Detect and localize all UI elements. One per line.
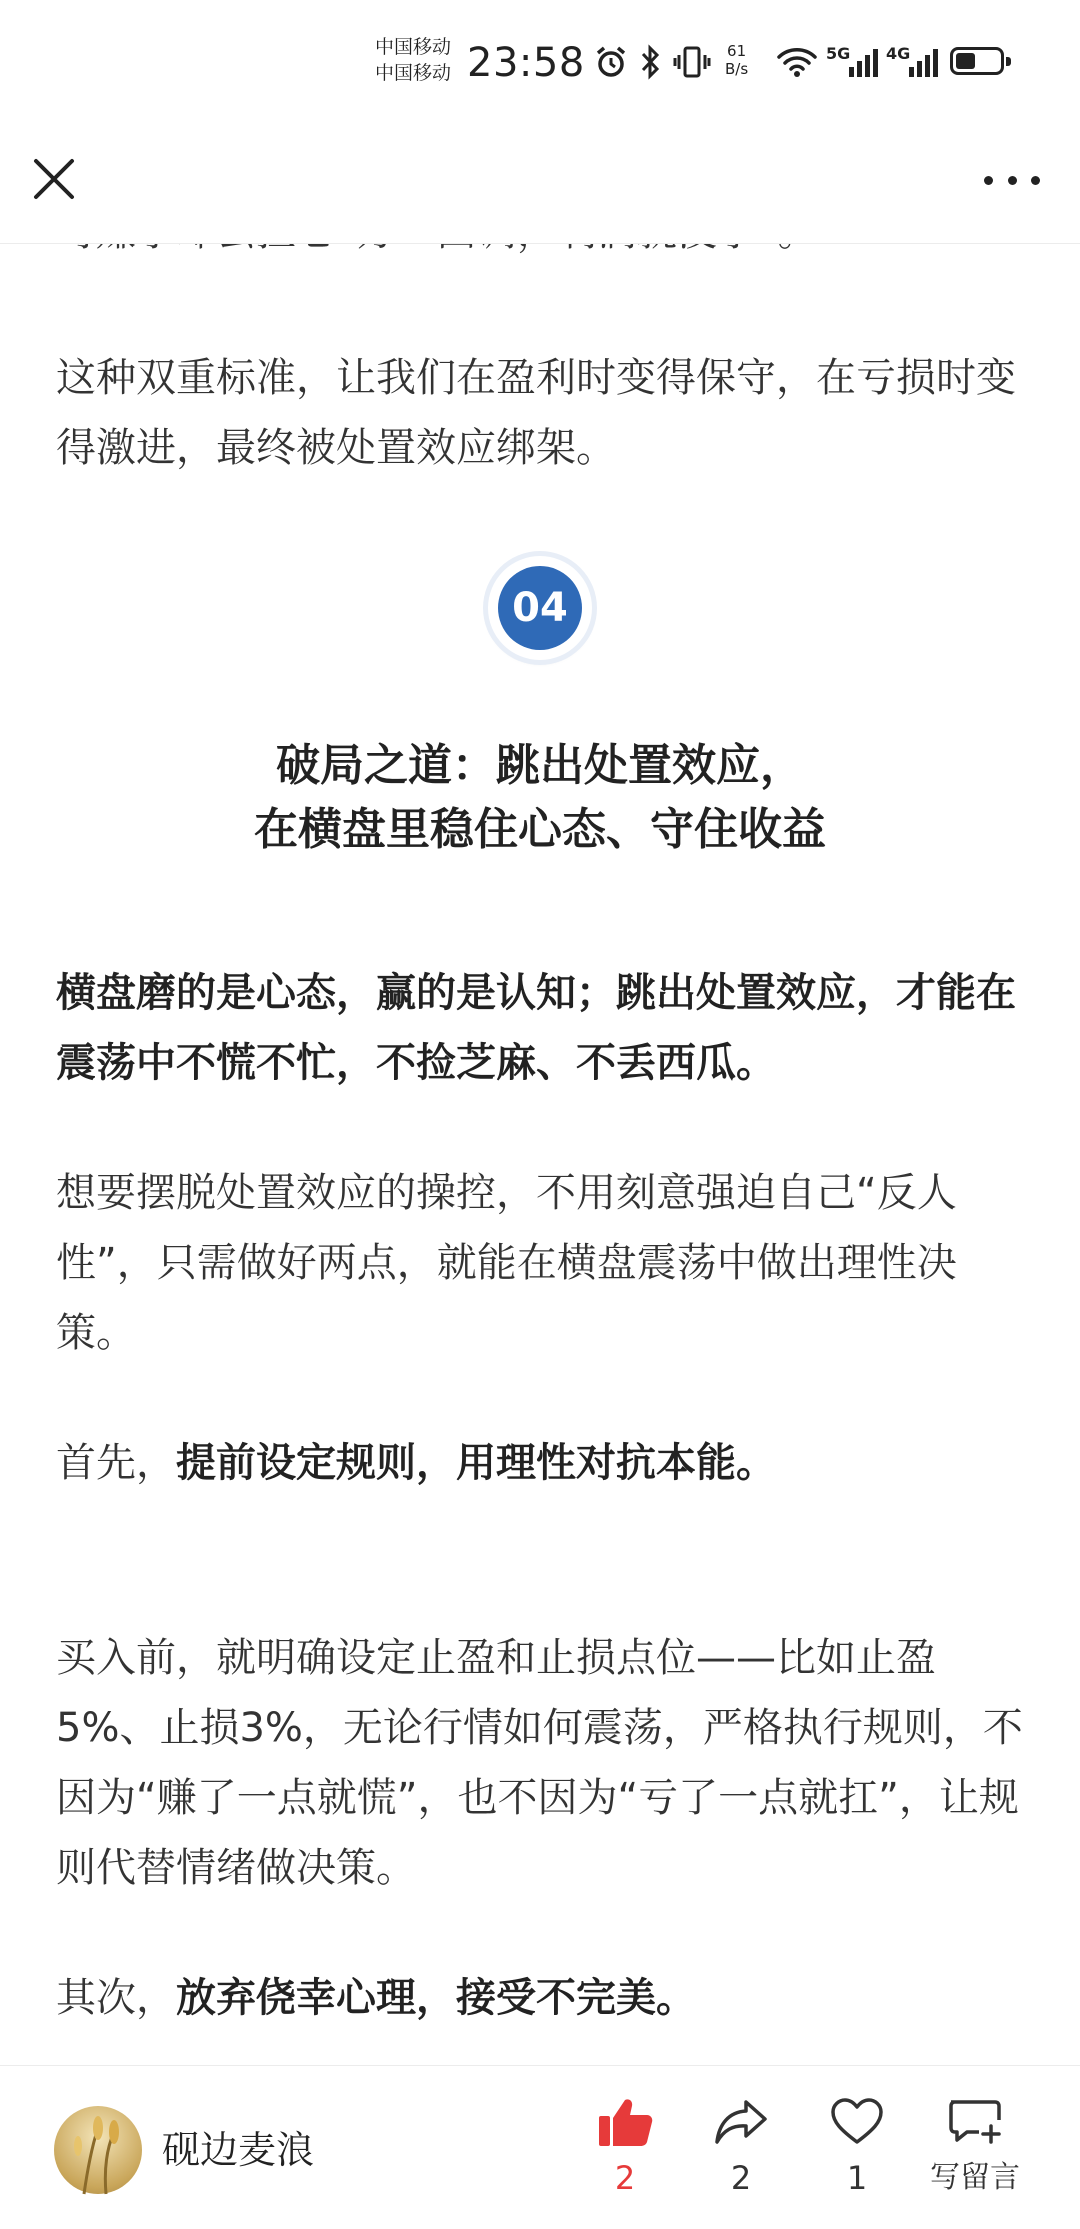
bluetooth-icon bbox=[636, 44, 664, 80]
thumbs-up-icon bbox=[597, 2096, 653, 2148]
lead-paragraph bbox=[56, 958, 1026, 1098]
more-button[interactable] bbox=[984, 165, 1040, 195]
bottom-bar bbox=[0, 2065, 1080, 2229]
more-icon-dot bbox=[1008, 176, 1017, 185]
like-button[interactable] bbox=[580, 2096, 670, 2198]
alarm-icon bbox=[592, 44, 630, 80]
favorite-button[interactable] bbox=[812, 2096, 902, 2198]
clock: 23:58 bbox=[467, 40, 585, 86]
carrier-info bbox=[375, 34, 451, 86]
first-point-prefix: 首先， bbox=[56, 1440, 176, 1486]
second-point-prefix: 其次， bbox=[56, 1975, 176, 2021]
top-nav bbox=[0, 125, 1080, 244]
network-5g-label: 5G bbox=[826, 44, 851, 63]
second-point-bold: 放弃侥幸心理，接受不完美。 bbox=[176, 1975, 696, 2021]
article-body bbox=[0, 243, 1080, 2065]
wifi-icon bbox=[774, 44, 820, 80]
signal-icon bbox=[846, 44, 880, 80]
wheat-icon bbox=[54, 2106, 142, 2194]
battery-level bbox=[956, 53, 975, 69]
like-count: 2 bbox=[614, 2159, 636, 2197]
author-name[interactable]: 砚边麦浪 bbox=[162, 2128, 315, 2172]
close-icon bbox=[28, 153, 80, 205]
write-comment-label: 写留言 bbox=[930, 2160, 1020, 2195]
carrier-1: 中国移动 bbox=[375, 36, 452, 58]
comment-add-icon bbox=[945, 2096, 1005, 2148]
favorite-count: 1 bbox=[846, 2159, 868, 2197]
second-point bbox=[56, 1963, 1026, 2033]
battery-tip bbox=[1006, 57, 1011, 66]
net-speed bbox=[725, 42, 748, 78]
share-count: 2 bbox=[730, 2159, 752, 2197]
vibrate-icon bbox=[672, 44, 712, 80]
section-number-badge bbox=[488, 556, 592, 660]
close-button[interactable] bbox=[28, 153, 80, 205]
signal-icon-2 bbox=[906, 44, 940, 80]
more-icon-dot bbox=[984, 176, 993, 185]
share-icon bbox=[713, 2096, 769, 2148]
lead-bold-text: 横盘磨的是心态，赢的是认知；跳出处置效应，才能在震荡中不慌不忙，不捡芝麻、不丢西瓜。 bbox=[56, 970, 1016, 1086]
more-icon-dot bbox=[1031, 176, 1040, 185]
battery-icon bbox=[950, 47, 1004, 75]
network-4g-label: 4G bbox=[886, 44, 911, 63]
article-paragraph: 想要摆脱处置效应的操控，不用刻意强迫自己“反人性”，只需做好两点，就能在横盘震荡中做出理性决策。 bbox=[56, 1170, 957, 1356]
avatar[interactable] bbox=[54, 2106, 142, 2194]
article-paragraph: 这种双重标准，让我们在盈利时变得保守，在亏损时变得激进，最终被处置效应绑架。 bbox=[56, 355, 1016, 471]
net-speed-value: 61 bbox=[727, 42, 747, 60]
net-speed-unit: B/s bbox=[725, 60, 749, 78]
article-paragraph: 买入前，就明确设定止盈和止损点位——比如止盈5%、止损3%，无论行情如何震荡，严格执行规则，不因为“赚了一点就慌”，也不因为“亏了一点就扛”，让规则代替情绪做决策。 bbox=[56, 1635, 1023, 1891]
first-point-bold: 提前设定规则，用理性对抗本能。 bbox=[176, 1440, 776, 1486]
heart-icon bbox=[829, 2096, 885, 2148]
section-number: 04 bbox=[498, 566, 582, 650]
section-heading-line-1: 破局之道：跳出处置效应， bbox=[276, 740, 804, 791]
carrier-2: 中国移动 bbox=[375, 62, 452, 84]
write-comment-button[interactable] bbox=[920, 2096, 1030, 2198]
section-heading-line-2: 在横盘里稳住心态、守住收益 bbox=[254, 804, 826, 855]
share-button[interactable] bbox=[696, 2096, 786, 2198]
status-bar bbox=[0, 0, 1080, 125]
first-point bbox=[56, 1428, 1026, 1498]
